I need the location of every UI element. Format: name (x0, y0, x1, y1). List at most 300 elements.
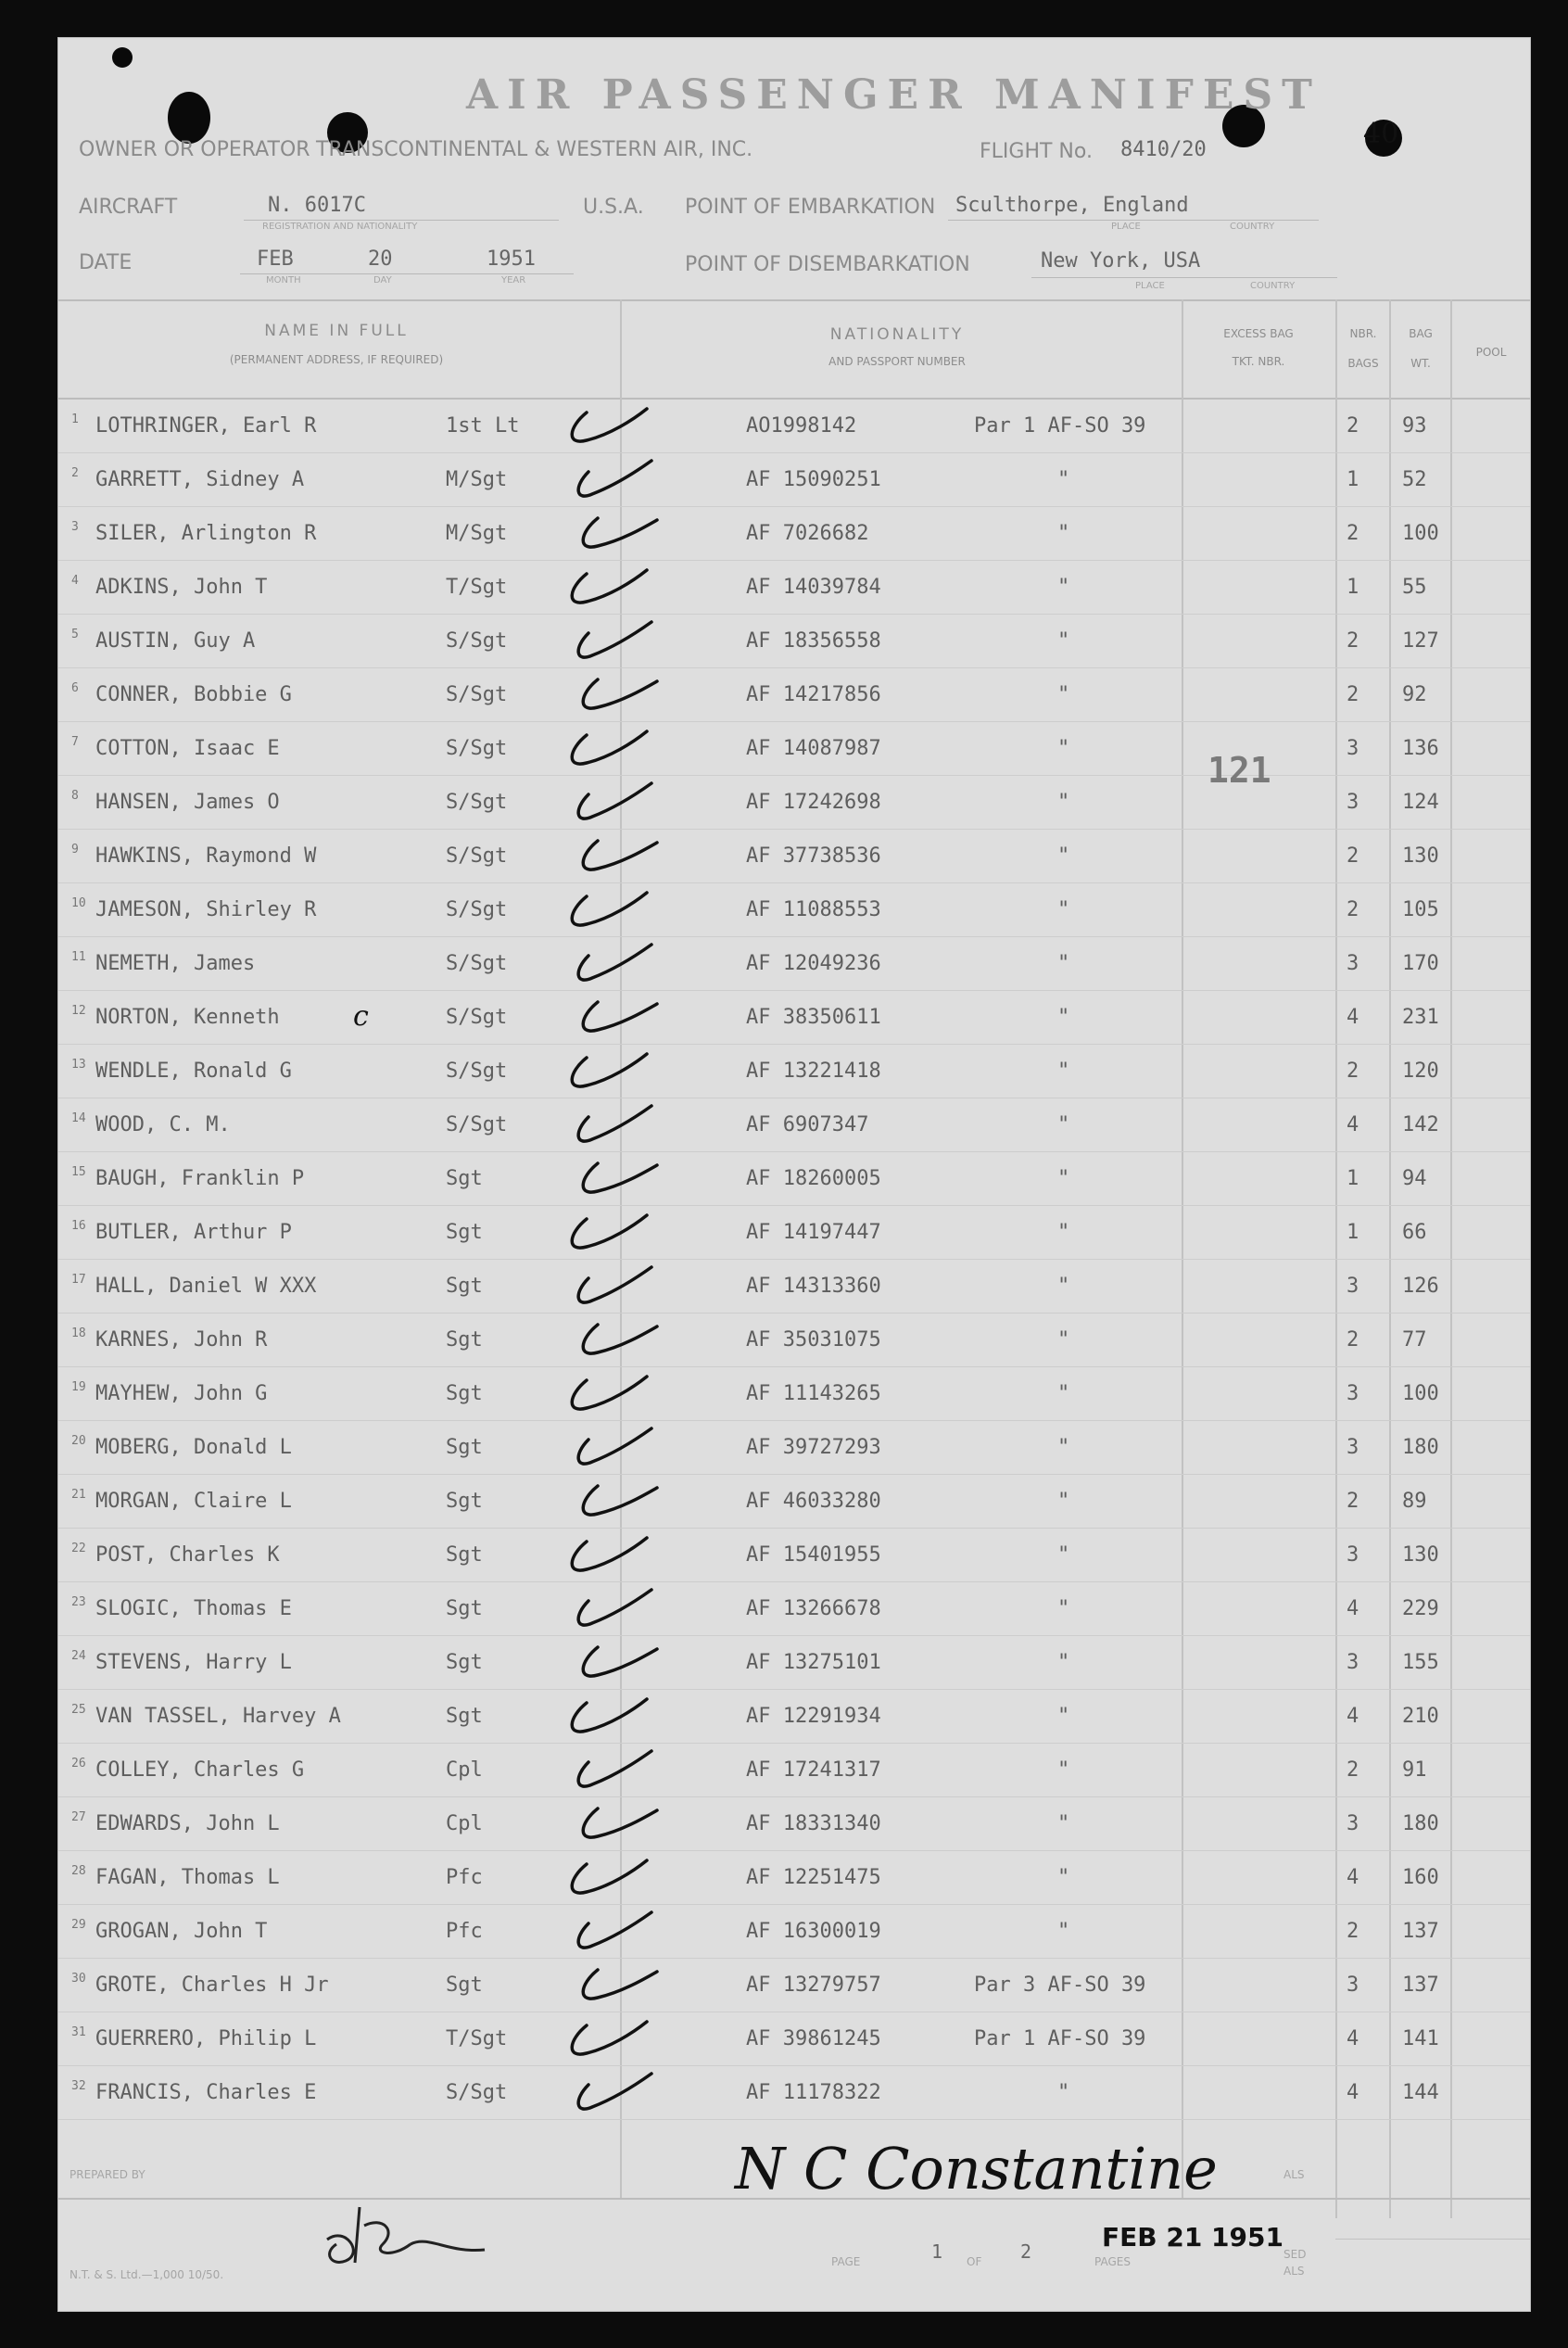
handwritten-initial-c: c (353, 1000, 369, 1033)
travel-order-note: " (1057, 576, 1070, 599)
passport-number: AF 39861245 (746, 2027, 881, 2050)
passenger-rank: Sgt (446, 1651, 483, 1674)
check-mark (563, 776, 664, 831)
bag-count: 2 (1347, 1060, 1359, 1083)
travel-order-note: Par 1 AF-SO 39 (974, 414, 1146, 438)
travel-order-note: Par 1 AF-SO 39 (974, 2027, 1146, 2050)
bag-count: 3 (1347, 952, 1359, 975)
check-mark (566, 668, 668, 724)
passenger-row (58, 1851, 1530, 1905)
check-mark (559, 400, 661, 455)
passenger-name: VAN TASSEL, Harvey A (95, 1705, 341, 1728)
check-mark (563, 937, 664, 993)
passenger-rank: S/Sgt (446, 898, 508, 921)
passport-number: AF 7026682 (746, 522, 869, 545)
passport-number: AF 13266678 (746, 1597, 881, 1620)
bag-weight: 100 (1402, 522, 1439, 545)
row-number: 31 (71, 2025, 86, 2039)
bag-count: 1 (1347, 576, 1359, 599)
check-mark (566, 991, 668, 1047)
check-mark (566, 507, 668, 563)
passenger-name: HANSEN, James O (95, 791, 280, 814)
row-number: 7 (71, 735, 79, 749)
passenger-row (58, 668, 1530, 722)
travel-order-note: " (1057, 844, 1070, 868)
passenger-rank: Sgt (446, 1597, 483, 1620)
passenger-rank: Sgt (446, 1705, 483, 1728)
passport-number: AF 12251475 (746, 1866, 881, 1889)
passenger-row (58, 1582, 1530, 1636)
bag-weight: 231 (1402, 1006, 1439, 1029)
check-mark (566, 1959, 668, 2014)
check-mark (566, 830, 668, 885)
passenger-row (58, 1367, 1530, 1421)
manifest-title: AIR PASSENGER MANIFEST (466, 71, 1321, 119)
passport-number: AF 14313360 (746, 1275, 881, 1298)
bag-count: 4 (1347, 1597, 1359, 1620)
passenger-rank: S/Sgt (446, 2081, 508, 2104)
row-number: 21 (71, 1488, 86, 1502)
passport-number: AF 11178322 (746, 2081, 881, 2104)
col-bags-header-2: BAGS (1347, 357, 1379, 370)
bag-weight: 127 (1402, 629, 1439, 653)
check-mark (559, 1206, 661, 1262)
passport-number: AF 46033280 (746, 1490, 881, 1513)
row-number: 15 (71, 1165, 86, 1179)
passport-number: AF 17241317 (746, 1758, 881, 1782)
passenger-name: NORTON, Kenneth (95, 1006, 280, 1029)
passenger-rank: Sgt (446, 1275, 483, 1298)
passenger-rank: S/Sgt (446, 1113, 508, 1136)
disembark-label: POINT OF DISEMBARKATION (685, 253, 970, 276)
bag-count: 4 (1347, 2027, 1359, 2050)
passport-number: AF 16300019 (746, 1920, 881, 1943)
col-pool-header: POOL (1475, 346, 1507, 359)
passenger-row (58, 1421, 1530, 1475)
bag-weight: 137 (1402, 1920, 1439, 1943)
travel-order-note: " (1057, 1543, 1070, 1567)
row-number: 27 (71, 1810, 86, 1824)
travel-order-note: " (1057, 1060, 1070, 1083)
aircraft-value: N. 6017C (268, 194, 366, 217)
passenger-rank: Sgt (446, 1328, 483, 1352)
bag-count: 4 (1347, 2081, 1359, 2104)
row-number: 28 (71, 1864, 86, 1878)
travel-order-note: " (1057, 1758, 1070, 1782)
travel-order-note: " (1057, 1221, 1070, 1244)
check-mark (559, 1690, 661, 1745)
printer-imprint: N.T. & S. Ltd.—1,000 10/50. (70, 2268, 224, 2281)
passenger-rank: T/Sgt (446, 2027, 508, 2050)
travel-order-note: " (1057, 952, 1070, 975)
passenger-row (58, 1045, 1530, 1098)
check-mark (559, 561, 661, 616)
passenger-rank: S/Sgt (446, 952, 508, 975)
bag-weight: 144 (1402, 2081, 1439, 2104)
passenger-rank: 1st Lt (446, 414, 520, 438)
check-mark (563, 1260, 664, 1315)
passenger-name: STEVENS, Harry L (95, 1651, 292, 1674)
row-number: 26 (71, 1757, 86, 1771)
bag-count: 3 (1347, 1543, 1359, 1567)
bag-count: 3 (1347, 1275, 1359, 1298)
travel-order-note: " (1057, 1866, 1070, 1889)
travel-order-note: " (1057, 1436, 1070, 1459)
passenger-rank: S/Sgt (446, 683, 508, 706)
owner-label: OWNER OR OPERATOR (79, 138, 310, 161)
bag-count: 2 (1347, 1490, 1359, 1513)
passenger-rank: Pfc (446, 1866, 483, 1889)
row-number: 16 (71, 1219, 86, 1233)
passenger-name: KARNES, John R (95, 1328, 268, 1352)
punch-hole-left (168, 92, 210, 144)
passenger-rank: Sgt (446, 1167, 483, 1190)
bag-weight: 180 (1402, 1436, 1439, 1459)
passport-number: AF 17242698 (746, 791, 881, 814)
row-number: 17 (71, 1273, 86, 1287)
passenger-row (58, 1475, 1530, 1529)
disembark-caption-country: COUNTRY (1250, 281, 1296, 291)
date-month: FEB (257, 247, 294, 271)
check-mark (563, 1421, 664, 1477)
check-mark (559, 2012, 661, 2068)
passenger-name: COLLEY, Charles G (95, 1758, 305, 1782)
date-label: DATE (79, 251, 133, 274)
passenger-rank: M/Sgt (446, 468, 508, 491)
passport-number: AF 11143265 (746, 1382, 881, 1405)
passenger-name: FAGAN, Thomas L (95, 1866, 280, 1889)
col-name-header: NAME IN FULL (264, 322, 409, 340)
embark-caption-place: PLACE (1111, 222, 1141, 232)
travel-order-note: " (1057, 1597, 1070, 1620)
passenger-rank: S/Sgt (446, 1060, 508, 1083)
col-bags-header-1: NBR. (1349, 327, 1377, 340)
signature: N C Constantine (735, 2135, 1218, 2202)
check-mark (559, 883, 661, 939)
check-mark (566, 1636, 668, 1692)
travel-order-note: " (1057, 2081, 1070, 2104)
passport-number: AF 11088553 (746, 898, 881, 921)
bag-weight: 126 (1402, 1275, 1439, 1298)
check-mark (566, 1797, 668, 1853)
bag-count: 1 (1347, 1167, 1359, 1190)
passenger-row (58, 1690, 1530, 1744)
bag-weight: 170 (1402, 952, 1439, 975)
passenger-name: POST, Charles K (95, 1543, 280, 1567)
row-number: 12 (71, 1004, 86, 1018)
passenger-name: HALL, Daniel W XXX (95, 1275, 317, 1298)
passenger-row (58, 776, 1530, 830)
bag-weight: 94 (1402, 1167, 1427, 1190)
bag-weight: 229 (1402, 1597, 1439, 1620)
passenger-row (58, 937, 1530, 991)
right-caption-3: ALS (1283, 2265, 1305, 2278)
bag-count: 1 (1347, 468, 1359, 491)
passport-number: AF 15401955 (746, 1543, 881, 1567)
bag-weight: 160 (1402, 1866, 1439, 1889)
bag-count: 2 (1347, 522, 1359, 545)
bag-weight: 136 (1402, 737, 1439, 760)
travel-order-note: " (1057, 898, 1070, 921)
passport-number: AF 14217856 (746, 683, 881, 706)
row-number: 23 (71, 1595, 86, 1609)
passenger-row (58, 722, 1530, 776)
year-caption: YEAR (501, 275, 526, 286)
bag-count: 2 (1347, 629, 1359, 653)
check-mark (559, 1045, 661, 1100)
row-number: 13 (71, 1058, 86, 1072)
row-number: 5 (71, 628, 79, 641)
bag-weight: 130 (1402, 844, 1439, 868)
passenger-row (58, 400, 1530, 453)
passenger-rank: S/Sgt (446, 737, 508, 760)
passenger-name: GROGAN, John T (95, 1920, 268, 1943)
bag-count: 3 (1347, 791, 1359, 814)
passport-number: AF 18260005 (746, 1167, 881, 1190)
passenger-row (58, 1797, 1530, 1851)
passenger-rank: Sgt (446, 1382, 483, 1405)
check-mark (563, 1098, 664, 1154)
check-mark (563, 453, 664, 509)
bag-count: 2 (1347, 844, 1359, 868)
passenger-row (58, 2066, 1530, 2120)
passenger-name: WENDLE, Ronald G (95, 1060, 292, 1083)
row-number: 30 (71, 1972, 86, 1986)
travel-order-note: " (1057, 683, 1070, 706)
check-mark (563, 615, 664, 670)
passport-number: AF 38350611 (746, 1006, 881, 1029)
passport-number: AF 37738536 (746, 844, 881, 868)
bag-weight: 93 (1402, 414, 1427, 438)
check-mark (563, 1905, 664, 1961)
col-excess-header-2: TKT. NBR. (1232, 355, 1285, 368)
bag-count: 4 (1347, 1006, 1359, 1029)
travel-order-note: " (1057, 522, 1070, 545)
row-number: 2 (71, 466, 79, 480)
passenger-rank: Sgt (446, 1490, 483, 1513)
bag-weight: 89 (1402, 1490, 1427, 1513)
travel-order-note: " (1057, 1006, 1070, 1029)
bag-count: 2 (1347, 1920, 1359, 1943)
bag-count: 4 (1347, 1705, 1359, 1728)
passenger-name: MOBERG, Donald L (95, 1436, 292, 1459)
bag-weight: 100 (1402, 1382, 1439, 1405)
bag-count: 3 (1347, 737, 1359, 760)
check-mark (559, 1367, 661, 1423)
bag-count: 4 (1347, 1866, 1359, 1889)
check-mark (566, 1314, 668, 1369)
travel-order-note: " (1057, 629, 1070, 653)
passenger-name: ADKINS, John T (95, 576, 268, 599)
passenger-name: FRANCIS, Charles E (95, 2081, 317, 2104)
row-number: 25 (71, 1703, 86, 1717)
row-number: 14 (71, 1111, 86, 1125)
check-mark (559, 1851, 661, 1907)
check-mark (563, 1744, 664, 1799)
row-number: 18 (71, 1326, 86, 1340)
bag-weight: 52 (1402, 468, 1427, 491)
owner-value: TRANSCONTINENTAL & WESTERN AIR, INC. (316, 138, 753, 161)
passenger-name: WOOD, C. M. (95, 1113, 231, 1136)
row-number: 32 (71, 2079, 86, 2093)
preparer-initials (309, 2189, 512, 2272)
row-number: 20 (71, 1434, 86, 1448)
passenger-rank: Cpl (446, 1812, 483, 1835)
col-wt-header-1: BAG (1409, 327, 1433, 340)
bag-weight: 142 (1402, 1113, 1439, 1136)
bag-weight: 137 (1402, 1974, 1439, 1997)
row-number: 3 (71, 520, 79, 534)
check-mark (559, 1529, 661, 1584)
passenger-rank: Sgt (446, 1543, 483, 1567)
row-number: 4 (71, 574, 79, 588)
bag-weight: 155 (1402, 1651, 1439, 1674)
row-number: 1 (71, 412, 79, 426)
check-mark (559, 722, 661, 778)
passenger-row (58, 561, 1530, 615)
passenger-row (58, 1529, 1530, 1582)
passenger-row (58, 830, 1530, 883)
travel-order-note: " (1057, 1705, 1070, 1728)
passenger-rank: M/Sgt (446, 522, 508, 545)
bag-count: 3 (1347, 1651, 1359, 1674)
passenger-rank: S/Sgt (446, 1006, 508, 1029)
right-caption-2: SED (1283, 2248, 1307, 2261)
bag-count: 2 (1347, 414, 1359, 438)
passenger-name: MORGAN, Claire L (95, 1490, 292, 1513)
corner-mark: 40 (1363, 118, 1399, 150)
passenger-rank: Cpl (446, 1758, 483, 1782)
travel-order-note: " (1057, 1382, 1070, 1405)
bag-weight: 180 (1402, 1812, 1439, 1835)
passenger-name: SILER, Arlington R (95, 522, 317, 545)
passenger-name: NEMETH, James (95, 952, 256, 975)
flight-value: 8410/20 (1120, 138, 1207, 161)
passenger-name: COTTON, Isaac E (95, 737, 280, 760)
bag-weight: 141 (1402, 2027, 1439, 2050)
bag-count: 3 (1347, 1974, 1359, 1997)
usa-label: U.S.A. (583, 196, 644, 219)
passenger-rank: S/Sgt (446, 629, 508, 653)
date-day: 20 (368, 247, 393, 271)
disembark-caption-place: PLACE (1135, 281, 1165, 291)
passenger-row (58, 1314, 1530, 1367)
page-number: 1 (931, 2240, 943, 2263)
row-number: 6 (71, 681, 79, 695)
passenger-row (58, 1260, 1530, 1314)
passenger-row (58, 1905, 1530, 1959)
travel-order-note: " (1057, 1113, 1070, 1136)
passenger-name: GROTE, Charles H Jr (95, 1974, 329, 1997)
passenger-row (58, 883, 1530, 937)
passenger-name: CONNER, Bobbie G (95, 683, 292, 706)
passenger-name: EDWARDS, John L (95, 1812, 280, 1835)
bag-weight: 130 (1402, 1543, 1439, 1567)
passenger-name: GARRETT, Sidney A (95, 468, 305, 491)
passport-number: AF 14197447 (746, 1221, 881, 1244)
passenger-name: HAWKINS, Raymond W (95, 844, 317, 868)
passenger-name: MAYHEW, John G (95, 1382, 268, 1405)
row-number: 29 (71, 1918, 86, 1932)
passenger-name: BAUGH, Franklin P (95, 1167, 305, 1190)
bag-weight: 77 (1402, 1328, 1427, 1352)
punch-hole-top-left (112, 47, 133, 68)
passenger-row (58, 507, 1530, 561)
month-caption: MONTH (266, 275, 301, 286)
travel-order-note: " (1057, 1328, 1070, 1352)
passenger-row (58, 2012, 1530, 2066)
row-number: 10 (71, 896, 86, 910)
right-caption-1: ALS (1283, 2168, 1305, 2181)
passport-number: AF 13221418 (746, 1060, 881, 1083)
bag-count: 3 (1347, 1382, 1359, 1405)
passenger-row (58, 453, 1530, 507)
travel-order-note: " (1057, 1275, 1070, 1298)
manifest-page (57, 37, 1531, 2312)
passenger-rank: S/Sgt (446, 844, 508, 868)
passenger-name: LOTHRINGER, Earl R (95, 414, 317, 438)
bag-count: 3 (1347, 1812, 1359, 1835)
passport-number: AF 39727293 (746, 1436, 881, 1459)
embark-label: POINT OF EMBARKATION (685, 196, 936, 219)
page-total: 2 (1020, 2240, 1032, 2263)
bag-weight: 105 (1402, 898, 1439, 921)
passenger-rank: Pfc (446, 1920, 483, 1943)
pages-label: PAGES (1094, 2255, 1131, 2268)
bag-weight: 92 (1402, 683, 1427, 706)
flight-label: FLIGHT No. (980, 140, 1093, 163)
day-caption: DAY (373, 275, 392, 286)
registration-caption: REGISTRATION AND NATIONALITY (262, 222, 418, 232)
check-mark (563, 1582, 664, 1638)
excess-count-note: 121 (1208, 750, 1271, 791)
passport-number: AF 6907347 (746, 1113, 869, 1136)
passenger-name: JAMESON, Shirley R (95, 898, 317, 921)
passport-number: AO1998142 (746, 414, 857, 438)
date-year: 1951 (487, 247, 536, 271)
col-nationality-sub: AND PASSPORT NUMBER (828, 355, 966, 368)
prepared-by-label: PREPARED BY (70, 2168, 145, 2181)
passenger-row (58, 1959, 1530, 2012)
embark-caption-country: COUNTRY (1230, 222, 1275, 232)
passport-number: AF 35031075 (746, 1328, 881, 1352)
passenger-name: BUTLER, Arthur P (95, 1221, 292, 1244)
col-nationality-header: NATIONALITY (829, 325, 965, 344)
bag-count: 2 (1347, 1328, 1359, 1352)
passenger-rank: Sgt (446, 1221, 483, 1244)
row-number: 9 (71, 843, 79, 857)
travel-order-note: " (1057, 737, 1070, 760)
row-number: 8 (71, 789, 79, 803)
check-mark (566, 1152, 668, 1208)
page-label: PAGE (831, 2255, 861, 2268)
passenger-name: AUSTIN, Guy A (95, 629, 256, 653)
passenger-rank: Sgt (446, 1974, 483, 1997)
passenger-row (58, 1206, 1530, 1260)
travel-order-note: Par 3 AF-SO 39 (974, 1974, 1146, 1997)
col-name-sub: (PERMANENT ADDRESS, IF REQUIRED) (229, 353, 444, 366)
travel-order-note: " (1057, 791, 1070, 814)
travel-order-note: " (1057, 468, 1070, 491)
passport-number: AF 12049236 (746, 952, 881, 975)
bag-count: 2 (1347, 1758, 1359, 1782)
passport-number: AF 12291934 (746, 1705, 881, 1728)
passenger-row (58, 1098, 1530, 1152)
col-excess-header-1: EXCESS BAG (1223, 327, 1294, 340)
passenger-name: GUERRERO, Philip L (95, 2027, 317, 2050)
disembark-value: New York, USA (1041, 249, 1201, 273)
passenger-rank: Sgt (446, 1436, 483, 1459)
